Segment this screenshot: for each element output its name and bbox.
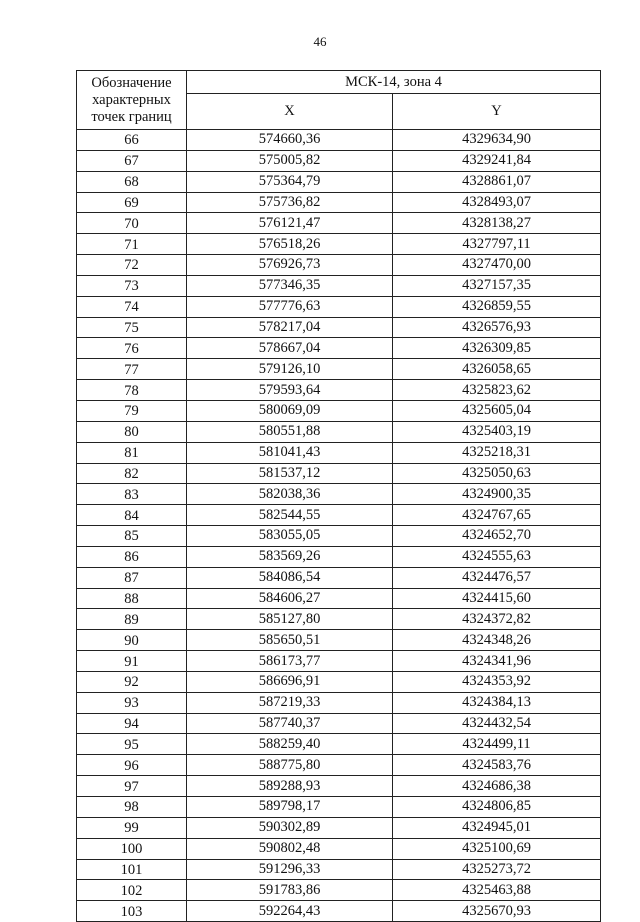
point-cell: 76 <box>77 338 187 359</box>
table-row <box>77 776 601 797</box>
x-cell: 589798,17 <box>187 797 393 818</box>
y-cell: 4324806,85 <box>393 797 601 818</box>
table-row <box>77 901 601 922</box>
x-cell: 578667,04 <box>187 338 393 359</box>
x-cell: 583569,26 <box>187 546 393 567</box>
x-column-header: X <box>187 94 393 130</box>
coordinates-table <box>76 70 601 922</box>
y-cell: 4324900,35 <box>393 484 601 505</box>
point-cell: 72 <box>77 255 187 276</box>
y-cell: 4327797,11 <box>393 234 601 255</box>
x-cell: 577346,35 <box>187 275 393 296</box>
x-cell: 582038,36 <box>187 484 393 505</box>
x-cell: 588775,80 <box>187 755 393 776</box>
table-row <box>77 588 601 609</box>
y-cell: 4324432,54 <box>393 713 601 734</box>
table-row <box>77 859 601 880</box>
y-cell: 4329634,90 <box>393 130 601 151</box>
point-cell: 100 <box>77 838 187 859</box>
point-cell: 97 <box>77 776 187 797</box>
table-row <box>77 609 601 630</box>
x-cell: 575005,82 <box>187 150 393 171</box>
point-cell: 93 <box>77 692 187 713</box>
x-cell: 583055,05 <box>187 526 393 547</box>
table-row <box>77 338 601 359</box>
x-cell: 585127,80 <box>187 609 393 630</box>
table-row <box>77 442 601 463</box>
point-cell: 67 <box>77 150 187 171</box>
y-cell: 4325273,72 <box>393 859 601 880</box>
table-row <box>77 317 601 338</box>
table-row <box>77 880 601 901</box>
x-cell: 575736,82 <box>187 192 393 213</box>
table-row <box>77 275 601 296</box>
y-cell: 4328138,27 <box>393 213 601 234</box>
y-cell: 4326058,65 <box>393 359 601 380</box>
x-cell: 576926,73 <box>187 255 393 276</box>
point-cell: 89 <box>77 609 187 630</box>
point-cell: 77 <box>77 359 187 380</box>
y-cell: 4324652,70 <box>393 526 601 547</box>
y-cell: 4324415,60 <box>393 588 601 609</box>
y-cell: 4328493,07 <box>393 192 601 213</box>
point-cell: 74 <box>77 296 187 317</box>
table-row <box>77 505 601 526</box>
y-cell: 4324372,82 <box>393 609 601 630</box>
x-cell: 584606,27 <box>187 588 393 609</box>
point-cell: 75 <box>77 317 187 338</box>
point-cell: 102 <box>77 880 187 901</box>
point-cell: 69 <box>77 192 187 213</box>
point-cell: 92 <box>77 671 187 692</box>
x-cell: 592264,43 <box>187 901 393 922</box>
table-row <box>77 380 601 401</box>
point-cell: 98 <box>77 797 187 818</box>
table-row <box>77 359 601 380</box>
x-cell: 589288,93 <box>187 776 393 797</box>
table-row <box>77 838 601 859</box>
point-cell: 78 <box>77 380 187 401</box>
table-row <box>77 255 601 276</box>
table-row <box>77 171 601 192</box>
table-row <box>77 755 601 776</box>
table-body <box>77 130 601 922</box>
point-cell: 95 <box>77 734 187 755</box>
x-cell: 587740,37 <box>187 713 393 734</box>
point-cell: 82 <box>77 463 187 484</box>
page-number: 46 <box>313 34 327 49</box>
point-cell: 90 <box>77 630 187 651</box>
point-cell: 66 <box>77 130 187 151</box>
point-cell: 68 <box>77 171 187 192</box>
x-cell: 580551,88 <box>187 421 393 442</box>
x-cell: 590302,89 <box>187 817 393 838</box>
table-row <box>77 567 601 588</box>
table-row <box>77 484 601 505</box>
table-row <box>77 692 601 713</box>
y-cell: 4328861,07 <box>393 171 601 192</box>
coordinate-system-header: МСК-14, зона 4 <box>187 71 601 94</box>
table-row <box>77 192 601 213</box>
point-cell: 83 <box>77 484 187 505</box>
point-cell: 91 <box>77 651 187 672</box>
table-row <box>77 463 601 484</box>
point-cell: 79 <box>77 400 187 421</box>
y-cell: 4325463,88 <box>393 880 601 901</box>
point-cell: 87 <box>77 567 187 588</box>
x-cell: 577776,63 <box>187 296 393 317</box>
y-cell: 4325403,19 <box>393 421 601 442</box>
point-designation-header: Обозначение характерных точек границ <box>77 71 187 130</box>
table-row <box>77 817 601 838</box>
x-cell: 586173,77 <box>187 651 393 672</box>
y-cell: 4327470,00 <box>393 255 601 276</box>
y-cell: 4324945,01 <box>393 817 601 838</box>
x-cell: 575364,79 <box>187 171 393 192</box>
x-cell: 591296,33 <box>187 859 393 880</box>
point-cell: 101 <box>77 859 187 880</box>
y-cell: 4325823,62 <box>393 380 601 401</box>
point-cell: 81 <box>77 442 187 463</box>
table-row <box>77 546 601 567</box>
x-cell: 590802,48 <box>187 838 393 859</box>
point-cell: 94 <box>77 713 187 734</box>
x-cell: 578217,04 <box>187 317 393 338</box>
y-cell: 4325100,69 <box>393 838 601 859</box>
point-cell: 88 <box>77 588 187 609</box>
y-cell: 4324499,11 <box>393 734 601 755</box>
point-cell: 71 <box>77 234 187 255</box>
x-cell: 581041,43 <box>187 442 393 463</box>
table-row <box>77 651 601 672</box>
y-cell: 4325218,31 <box>393 442 601 463</box>
x-cell: 587219,33 <box>187 692 393 713</box>
y-cell: 4324348,26 <box>393 630 601 651</box>
x-cell: 579126,10 <box>187 359 393 380</box>
table-row <box>77 213 601 234</box>
table-row <box>77 630 601 651</box>
table-row <box>77 296 601 317</box>
x-cell: 580069,09 <box>187 400 393 421</box>
table-row <box>77 150 601 171</box>
point-cell: 73 <box>77 275 187 296</box>
y-cell: 4324555,63 <box>393 546 601 567</box>
point-cell: 85 <box>77 526 187 547</box>
point-cell: 80 <box>77 421 187 442</box>
y-cell: 4324767,65 <box>393 505 601 526</box>
y-cell: 4327157,35 <box>393 275 601 296</box>
table-row <box>77 797 601 818</box>
y-cell: 4326859,55 <box>393 296 601 317</box>
table-row <box>77 400 601 421</box>
y-cell: 4324341,96 <box>393 651 601 672</box>
y-cell: 4326309,85 <box>393 338 601 359</box>
point-cell: 86 <box>77 546 187 567</box>
point-cell: 96 <box>77 755 187 776</box>
y-cell: 4326576,93 <box>393 317 601 338</box>
point-cell: 70 <box>77 213 187 234</box>
x-cell: 588259,40 <box>187 734 393 755</box>
point-cell: 84 <box>77 505 187 526</box>
y-cell: 4325670,93 <box>393 901 601 922</box>
table-row <box>77 713 601 734</box>
y-cell: 4324353,92 <box>393 671 601 692</box>
table-row <box>77 234 601 255</box>
x-cell: 584086,54 <box>187 567 393 588</box>
x-cell: 585650,51 <box>187 630 393 651</box>
x-cell: 576518,26 <box>187 234 393 255</box>
y-cell: 4324583,76 <box>393 755 601 776</box>
x-cell: 574660,36 <box>187 130 393 151</box>
table-row <box>77 526 601 547</box>
point-cell: 103 <box>77 901 187 922</box>
table-row <box>77 130 601 151</box>
x-cell: 581537,12 <box>187 463 393 484</box>
table-row <box>77 421 601 442</box>
table-row <box>77 671 601 692</box>
x-cell: 586696,91 <box>187 671 393 692</box>
table-row <box>77 734 601 755</box>
y-column-header: Y <box>393 94 601 130</box>
point-cell: 99 <box>77 817 187 838</box>
y-cell: 4325050,63 <box>393 463 601 484</box>
x-cell: 582544,55 <box>187 505 393 526</box>
y-cell: 4324476,57 <box>393 567 601 588</box>
x-cell: 579593,64 <box>187 380 393 401</box>
y-cell: 4325605,04 <box>393 400 601 421</box>
x-cell: 576121,47 <box>187 213 393 234</box>
y-cell: 4329241,84 <box>393 150 601 171</box>
y-cell: 4324384,13 <box>393 692 601 713</box>
y-cell: 4324686,38 <box>393 776 601 797</box>
x-cell: 591783,86 <box>187 880 393 901</box>
